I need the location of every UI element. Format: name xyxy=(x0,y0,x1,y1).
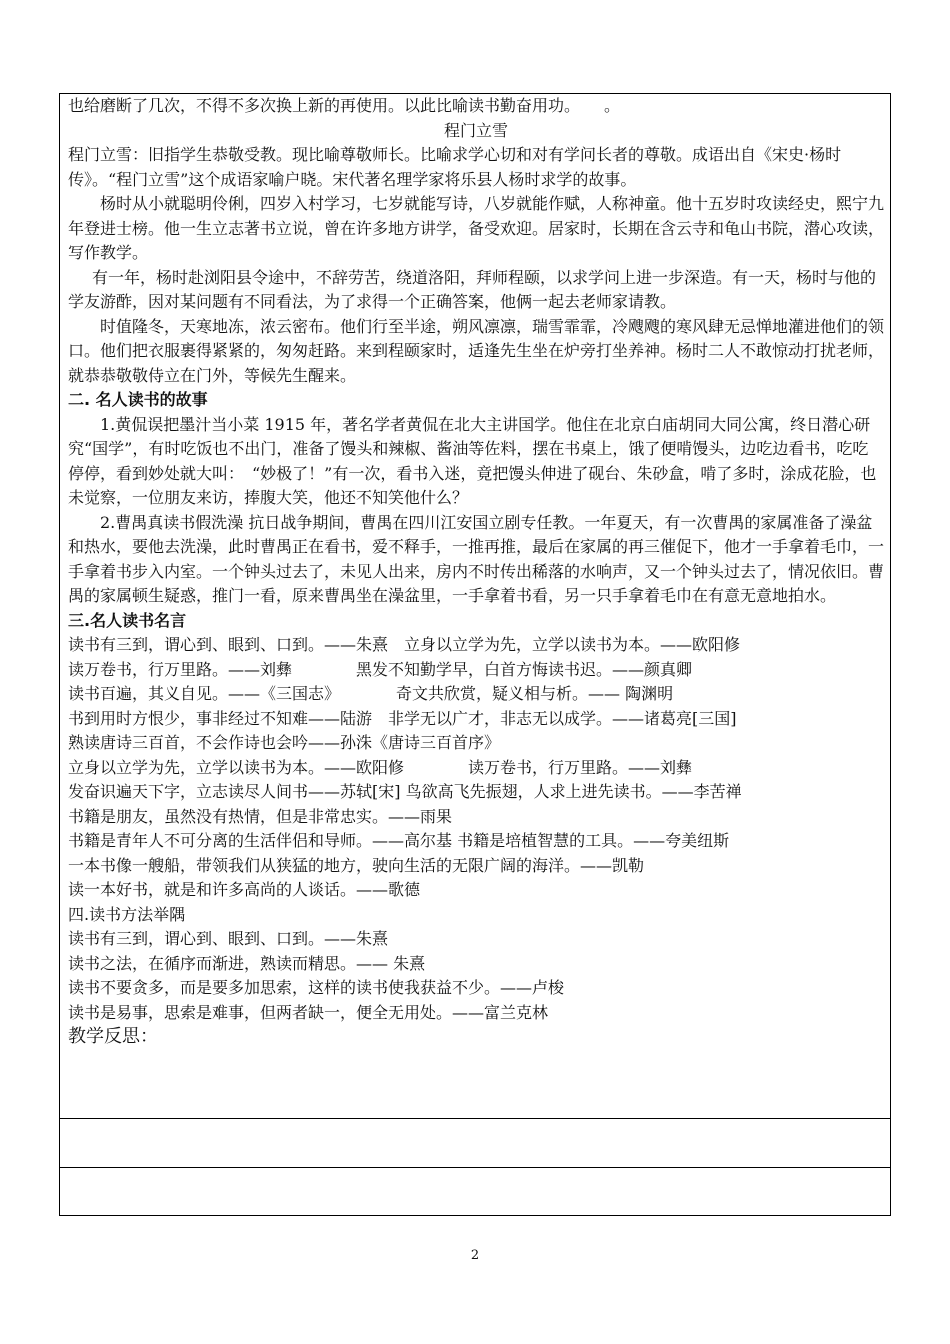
quote-line: 立身以立学为先，立学以读书为本。——欧阳修 读万卷书，行万里路。——刘彝 xyxy=(68,757,693,777)
method-line: 读书不要贪多，而是要多加思索，这样的读书使我获益不少。——卢梭 xyxy=(68,978,565,997)
section-title-chengmenlixue: 程门立雪 xyxy=(443,120,508,140)
paragraph: 2.曹禺真读书假洗澡 抗日战争期间，曹禺在四川江安国立剧专任教。一年夏天，有一次曹禺的家属准备了澡盆和热水，要他去洗澡，此时曹禺正在看书，爱不释手，一推再推，最后在家属的再三催促下，他才一手拿着毛巾，一手拿着书步入内室。一个钟头过去了，未见人出来，房内不时传出稀落的水响声，又一个钟头过去了，情况依旧。曹禺的家属顿生疑惑，推门一看，原来曹禺坐在澡盆里，一手拿着书看，另一只手拿着毛巾在有意无意地拍水。 xyxy=(68,512,885,605)
quote-line: 发奋识遍天下字，立志读尽人间书——苏轼[宋] 鸟欲高飞先振翅，人求上进先读书。——李苦禅 xyxy=(68,782,742,801)
quote-line: 读万卷书，行万里路。——刘彝 黑发不知勤学早，白首方悔读书迟。——颜真卿 xyxy=(68,659,693,679)
quote-line: 书籍是青年人不可分离的生活伴侣和导师。——高尔基 书籍是培植智慧的工具。——夸美纽斯 xyxy=(68,831,730,850)
page-number: 2 xyxy=(470,1248,480,1263)
quote-line: 读书百遍，其义自见。——《三国志》 奇文共欣赏，疑义相与析。—— 陶渊明 xyxy=(68,684,674,703)
method-line: 读书有三到，谓心到、眼到、口到。——朱熹 xyxy=(68,929,389,948)
method-line: 读书之法，在循序而渐进，熟读而精思。—— 朱熹 xyxy=(68,953,426,973)
heading-three: 三.名人读书名言 xyxy=(68,610,187,630)
quote-line: 书到用时方恨少，事非经过不知难——陆游 非学无以广才，非志无以成学。——诸葛亮[三国] xyxy=(68,708,737,728)
paragraph: 时值隆冬，天寒地冻，浓云密布。他们行至半途，朔风凛凛，瑞雪霏霏，冷飕飕的寒风肆无忌惮地灌进他们的领口。他们把衣服裹得紧紧的，匆匆赶路。来到程颐家时，适逢先生坐在炉旁打坐养神。杨时二人不敢惊动打扰老师，就恭恭敬敬侍立在门外，等候先生醒来。 xyxy=(68,316,885,385)
quote-line: 书籍是朋友，虽然没有热情，但是非常忠实。——雨果 xyxy=(68,806,453,826)
method-line: 读书是易事，思索是难事，但两者缺一，便全无用处。——富兰克林 xyxy=(68,1002,549,1022)
heading-two: 二. 名人读书的故事 xyxy=(68,390,208,409)
table-row-divider xyxy=(60,1167,890,1168)
paragraph: 1.黄侃误把墨汁当小菜 1915 年，著名学者黄侃在北大主讲国学。他住在北京白庙胡同大同公寓，终日潜心研究“国学”，有时吃饭也不出门，准备了馒头和辣椒、酱油等佐料，摆在书桌上，饿了便啃馒头，边吃边看书，吃吃停停，看到妙处就大叫： “妙极了！”有一次，看书入迷，竟把馒头伸进了砚台、朱砂盒，啃了多时，涂成花脸，也未觉察，一位朋友来访，捧腹大笑，他还不知笑他什么？ xyxy=(68,414,877,507)
quote-line: 熟读唐诗三百首，不会作诗也会吟——孙洙《唐诗三百首序》 xyxy=(68,733,501,752)
teaching-reflection-label: 教学反思： xyxy=(68,1026,158,1047)
text-line: 也给磨断了几次，不得不多次换上新的再使用。以此比喻读书勤奋用功。 。 xyxy=(68,96,621,115)
paragraph: 杨时从小就聪明伶俐，四岁入村学习，七岁就能写诗，八岁就能作赋，人称神童。他十五岁时攻读经史，熙宁九年登进士榜。他一生立志著书立说，曾在许多地方讲学，备受欢迎。居家时，长期在含云寺和龟山书院，潜心攻读，写作教学。 xyxy=(68,194,885,262)
table-row-divider xyxy=(60,1118,890,1119)
quote-line: 读一本好书，就是和许多高尚的人谈话。——歌德 xyxy=(68,880,421,899)
paragraph: 程门立雪：旧指学生恭敬受教。现比喻尊敬师长。比喻求学心切和对有学问长者的尊敬。成语出自《宋史·杨时传》。“程门立雪”这个成语家喻户晓。宋代著名理学家将乐县人杨时求学的故事。 xyxy=(68,145,842,189)
paragraph: 有一年，杨时赴浏阳县令途中，不辞劳苦，绕道洛阳，拜师程颐，以求学问上进一步深造。有一天，杨时与他的学友游酢，因对某问题有不同看法，为了求得一个正确答案，他俩一起去老师家请教。 xyxy=(68,267,877,311)
quote-line: 读书有三到，谓心到、眼到、口到。——朱熹 立身以立学为先，立学以读书为本。——欧阳修 xyxy=(68,635,741,654)
document-table xyxy=(59,93,891,1216)
lesson-content xyxy=(60,94,890,1118)
quote-line: 一本书像一艘船，带领我们从狭猛的地方，驶向生活的无限广阔的海洋。——凯勒 xyxy=(68,855,645,875)
heading-four: 四.读书方法举隅 xyxy=(68,904,186,924)
